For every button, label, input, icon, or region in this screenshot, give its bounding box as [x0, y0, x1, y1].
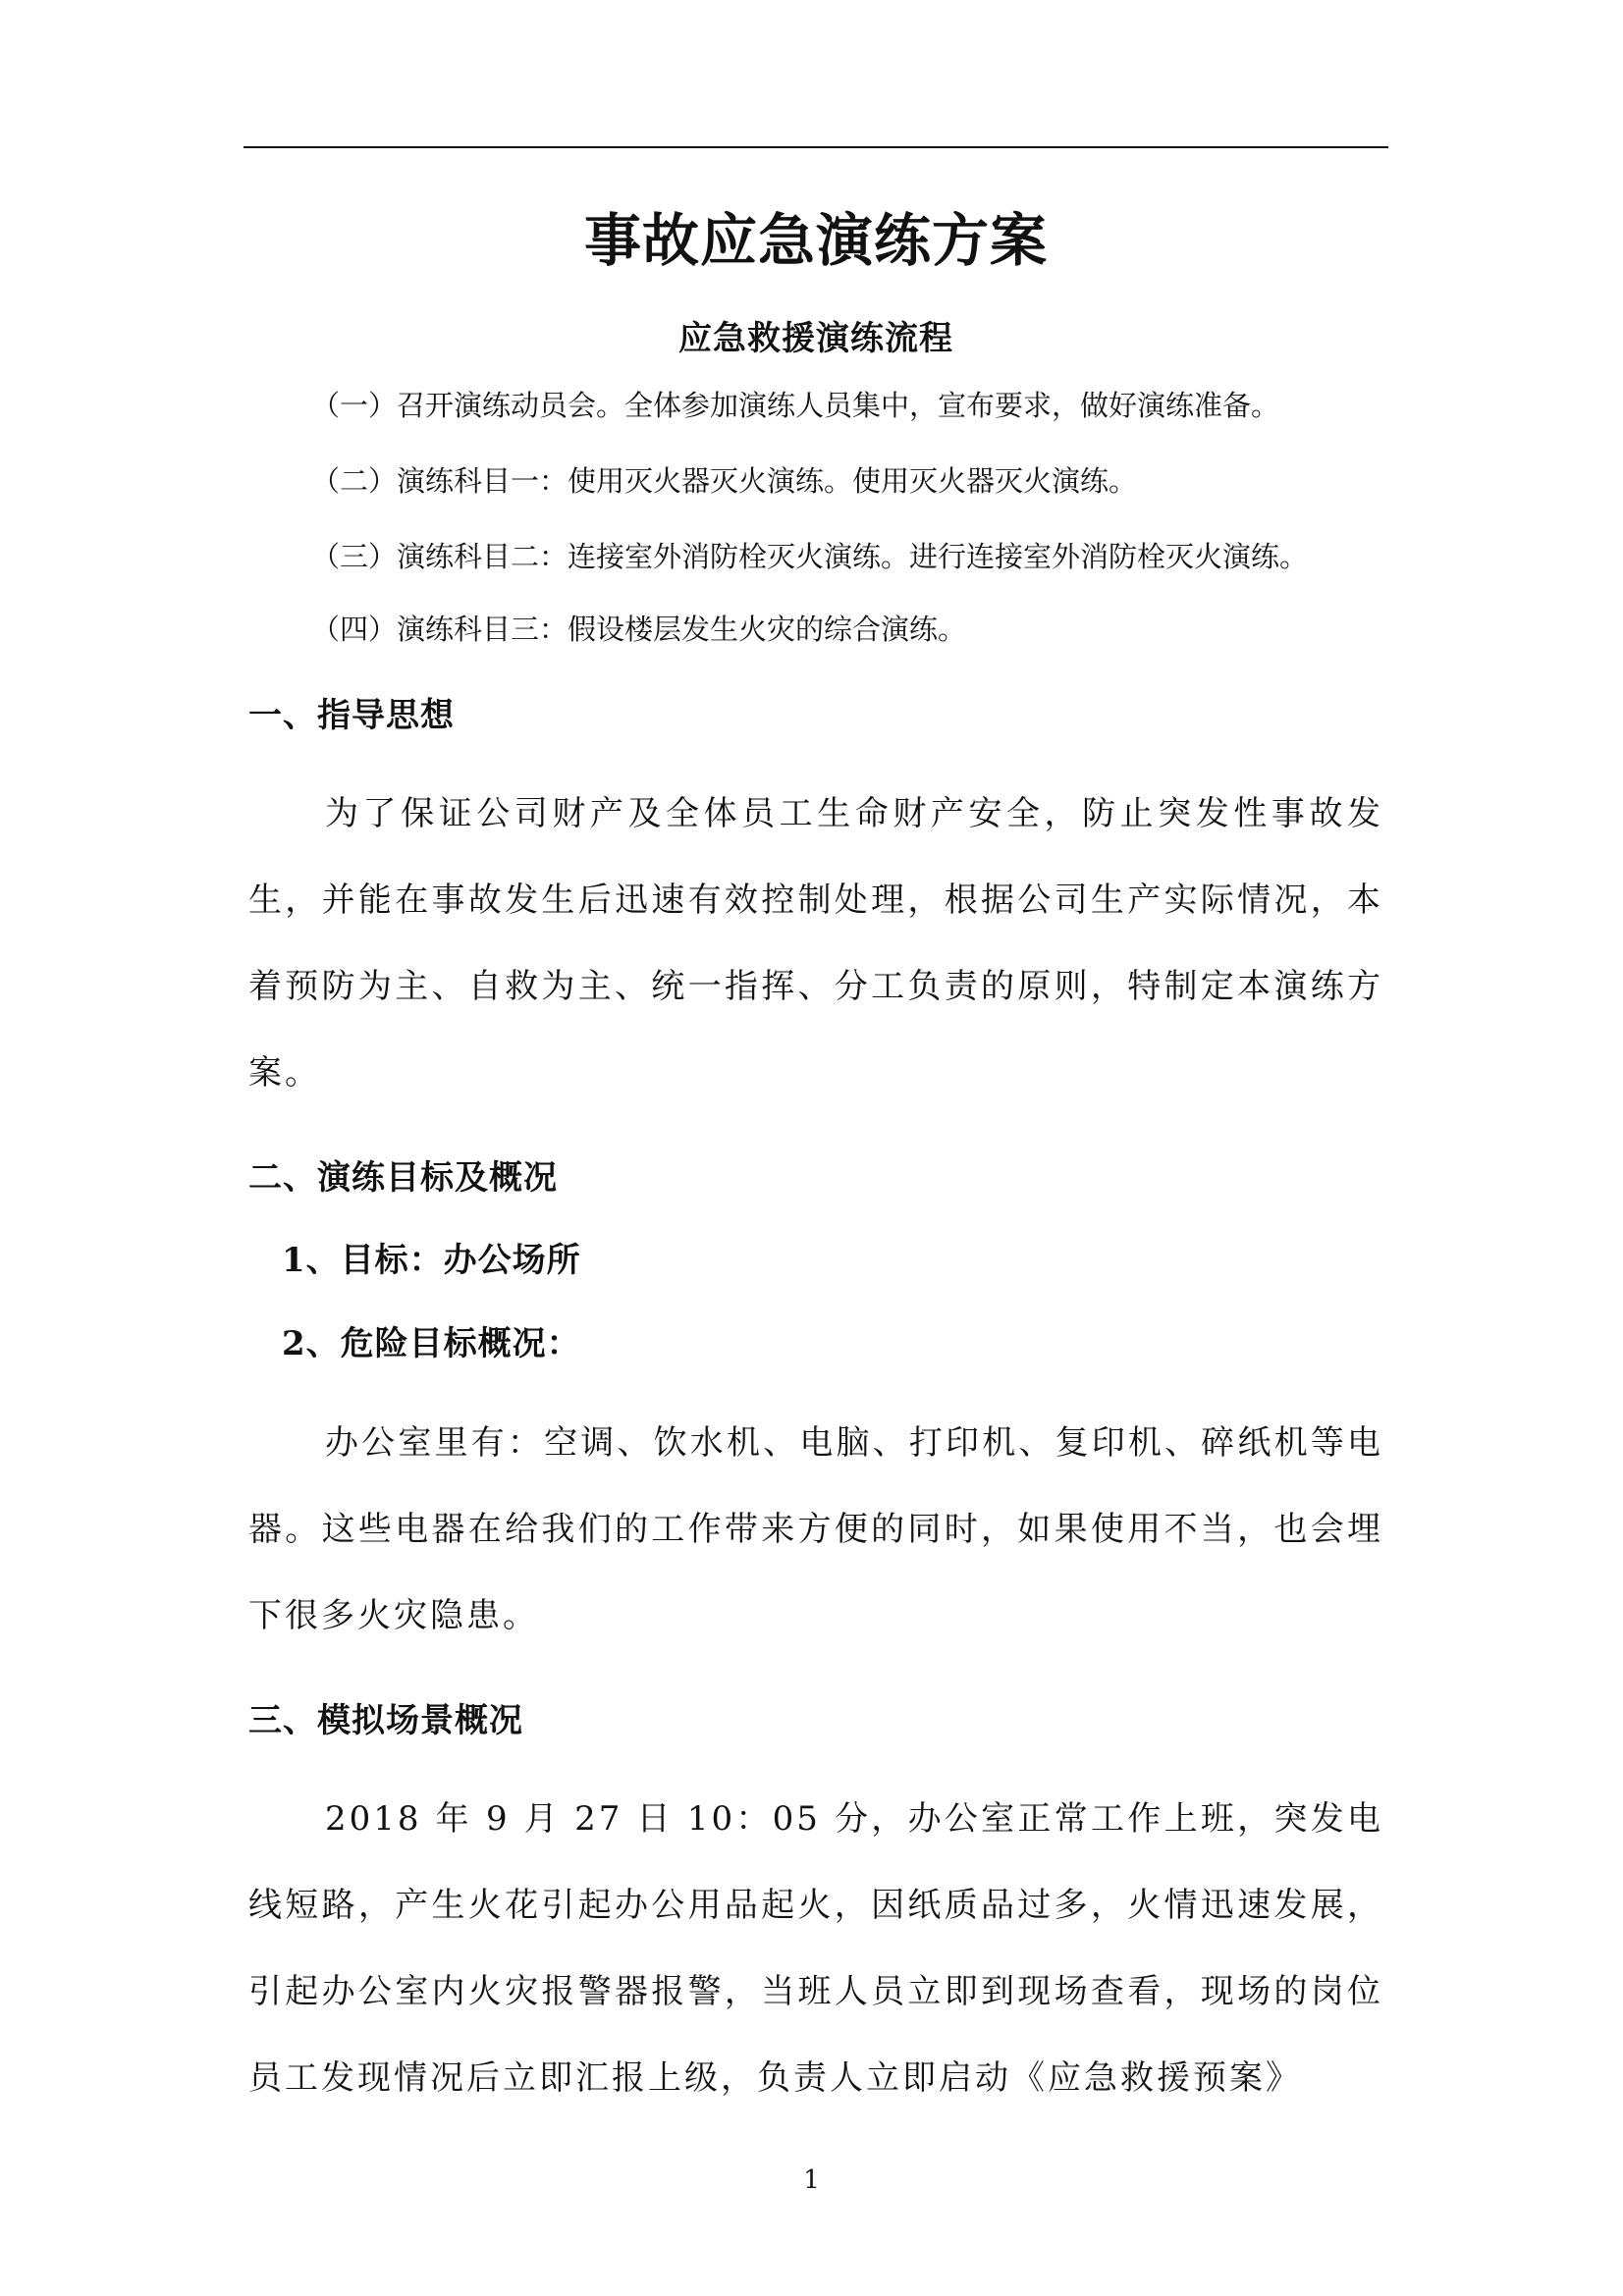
paragraph-scenario: 2018 年 9 月 27 日 10：05 分，办公室正常工作上班，突发电线短路，产生火花引起办公用品起火，因纸质品过多，火情迅速发展，引起办公室内火灾报警器报警，当班人员立即到现场查看，现场的岗位员工发现情况后立即汇报上级，负责人立即启动《应急救援预案》	[248, 1799, 1383, 2098]
document-body	[248, 187, 1383, 2121]
section-heading-guiding-ideology: 一、指导思想	[248, 696, 455, 735]
flow-item-4: （四）演练科目三：假设楼层发生火灾的综合演练。	[311, 613, 967, 646]
sub-heading-hazard-overview: 2、危险目标概况：	[282, 1324, 581, 1363]
page-number: 1	[803, 2165, 820, 2195]
section-heading-scenario: 三、模拟场景概况	[248, 1701, 523, 1740]
paragraph-hazard-overview: 办公室里有：空调、饮水机、电脑、打印机、复印机、碎纸机等电器。这些电器在给我们的工作带来方便的同时，如果使用不当，也会埋下很多火灾隐患。	[248, 1423, 1383, 1635]
sub-heading-target: 1、目标：办公场所	[282, 1241, 581, 1280]
paragraph-guiding-ideology: 为了保证公司财产及全体员工生命财产安全，防止突发性事故发生，并能在事故发生后迅速有效控制处理，根据公司生产实际情况，本着预防为主、自救为主、统一指挥、分工负责的原则，特制定本演练方案。	[248, 794, 1383, 1093]
document-title: 事故应急演练方案	[583, 207, 1048, 274]
section-heading-drill-targets: 二、演练目标及概况	[248, 1158, 558, 1198]
flow-item-2: （二）演练科目一：使用灭火器灭火演练。使用灭火器灭火演练。	[311, 464, 1138, 498]
document-subtitle: 应急救援演练流程	[678, 319, 953, 358]
flow-item-1: （一）召开演练动员会。全体参加演练人员集中，宣布要求，做好演练准备。	[311, 389, 1280, 422]
header-rule	[243, 146, 1388, 148]
flow-item-3: （三）演练科目二：连接室外消防栓灭火演练。进行连接室外消防栓灭火演练。	[311, 540, 1309, 573]
